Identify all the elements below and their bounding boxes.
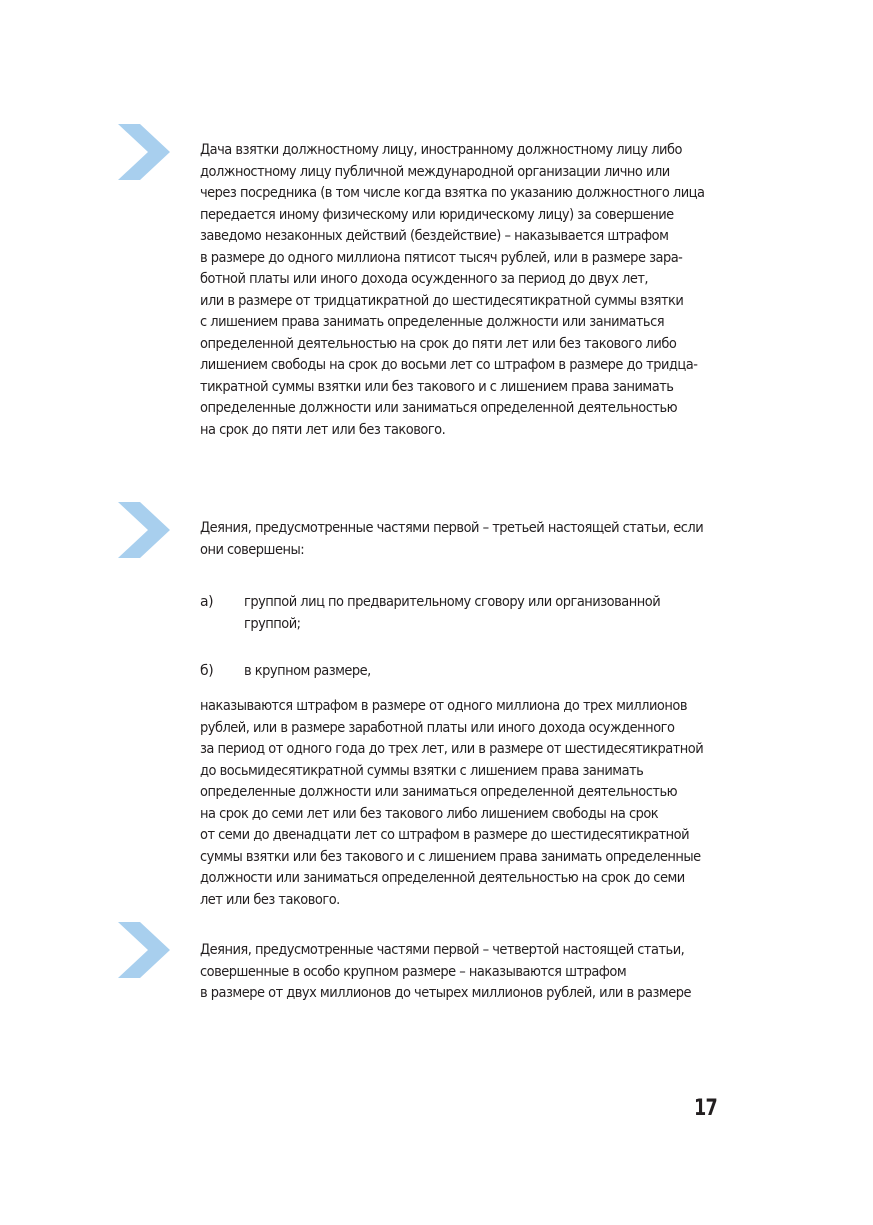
text-line: за период от одного года до трех лет, или в размере от шестидесятикратной — [200, 741, 704, 757]
text-line: группой лиц по предварительному сговору или организованной — [244, 594, 661, 610]
list-label: б) — [200, 663, 214, 679]
section-3-text — [200, 940, 730, 1005]
text-line: на срок до пяти лет или без такового. — [200, 421, 446, 438]
text-line: рублей, или в размере заработной платы или иного дохода осужденного — [200, 719, 675, 736]
text-line: совершенные в особо крупном размере – наказываются штрафом — [200, 963, 627, 980]
page-number: 17 — [694, 1096, 717, 1121]
text-line: Деяния, предусмотренные частями первой – четвертой настоящей статьи, — [200, 942, 685, 958]
text-line: через посредника (в том числе когда взятка по указанию должностного лица — [200, 185, 705, 201]
section-1-text — [200, 140, 730, 441]
text-line: с лишением права занимать определенные должности или заниматься — [200, 314, 665, 330]
text-line: определенной деятельностью на срок до пяти лет или без такового либо — [200, 335, 677, 352]
section-2-outro — [200, 696, 730, 911]
text-line: они совершены: — [200, 541, 305, 558]
text-line: наказываются штрафом в размере от одного миллиона до трех миллионов — [200, 698, 688, 714]
text-line: лишением свободы на срок до восьми лет со штрафом в размере до тридца- — [200, 357, 698, 373]
text-line: тикратной суммы взятки или без такового и с лишением права занимать — [200, 378, 674, 395]
text-line: определенные должности или заниматься определенной деятельностью — [200, 784, 678, 800]
text-line: в размере до одного миллиона пятисот тысяч рублей, или в размере зара- — [200, 249, 683, 266]
text-line: передается иному физическому или юридическому лицу) за совершение — [200, 206, 674, 223]
chevron-right-icon — [118, 124, 170, 180]
text-line: или в размере от тридцатикратной до шестидесятикратной суммы взятки — [200, 292, 684, 309]
text-line: Дача взятки должностному лицу, иностранному должностному лицу либо — [200, 142, 682, 158]
text-line: заведомо незаконных действий (бездействие) – наказывается штрафом — [200, 228, 669, 244]
text-line: от семи до двенадцати лет со штрафом в размере до шестидесятикратной — [200, 827, 690, 843]
text-line: на срок до семи лет или без такового либо лишением свободы на срок — [200, 805, 659, 822]
text-line: должности или заниматься определенной деятельностью на срок до семи — [200, 870, 685, 886]
text-line: лет или без такового. — [200, 891, 340, 908]
section-2-intro — [200, 518, 730, 561]
text-line: Деяния, предусмотренные частями первой – третьей настоящей статьи, если — [200, 520, 704, 536]
text-line: до восьмидесятикратной суммы взятки с лишением права занимать — [200, 762, 644, 779]
text-line: суммы взятки или без такового и с лишением права занимать определенные — [200, 848, 701, 865]
text-line: определенные должности или заниматься определенной деятельностью — [200, 400, 678, 416]
text-line: в размере от двух миллионов до четырех миллионов рублей, или в размере — [200, 985, 691, 1001]
text-line: ботной платы или иного дохода осужденного за период до двух лет, — [200, 271, 649, 287]
chevron-right-icon — [118, 502, 170, 558]
text-line: группой; — [244, 615, 301, 632]
text-line: должностному лицу публичной международной организации лично или — [200, 163, 670, 180]
text-line: в крупном размере, — [244, 663, 371, 679]
chevron-right-icon — [118, 922, 170, 978]
list-label: а) — [200, 594, 214, 610]
